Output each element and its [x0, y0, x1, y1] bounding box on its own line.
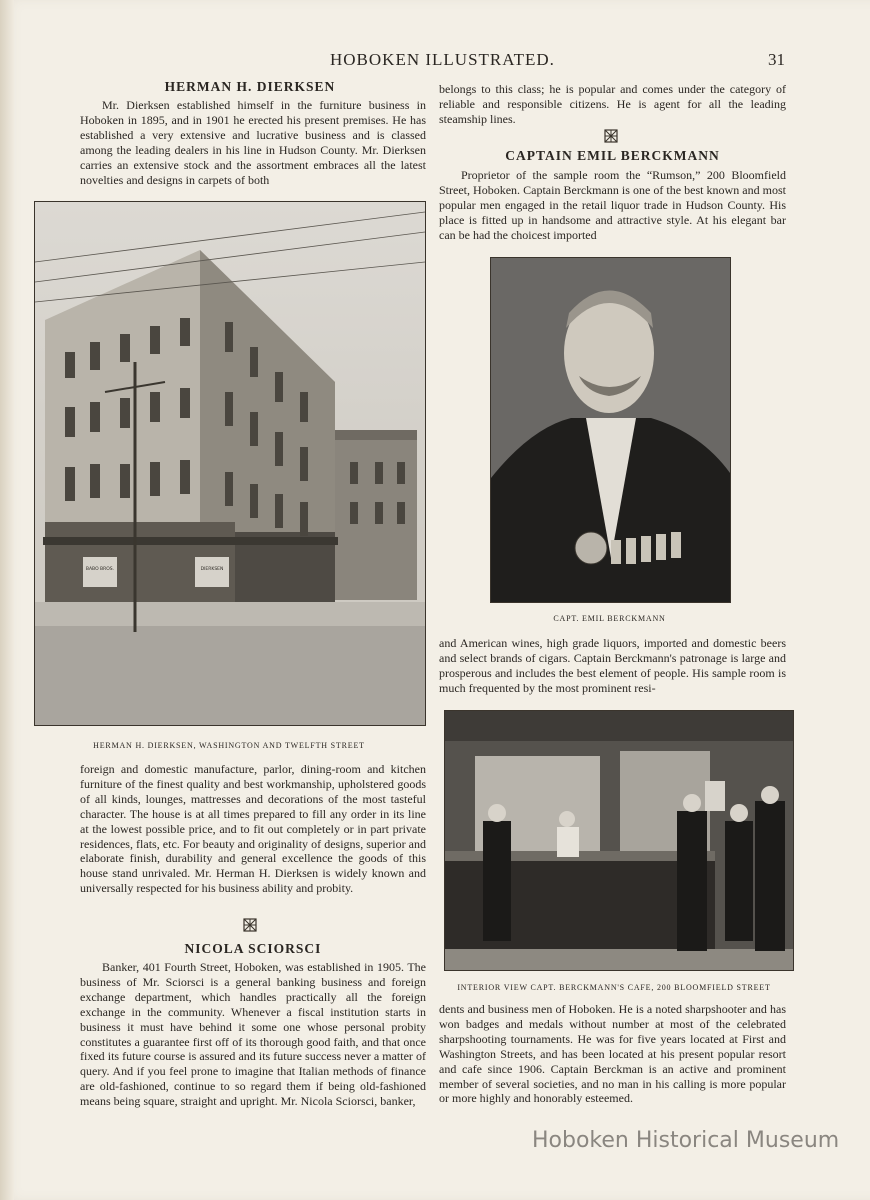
berckmann-portrait: [490, 257, 731, 603]
dierksen-para-1: Mr. Dierksen established himself in the furniture business in Hoboken in 1895, and in 1901 he erected his present premises. He has established a very extensive and lucrative business and is classed among the leading dealers in his line in Hudson County. Mr. Dierksen carries an extensive stock and the assortment embraces all the latest novelties and designs in carpets of both: [80, 98, 426, 187]
museum-watermark: Hoboken Historical Museum: [532, 1128, 840, 1153]
berckmann-end: [439, 1002, 786, 1106]
berckmann-intro: [439, 168, 786, 243]
page-number: 31: [768, 50, 785, 69]
section-ornament-icon: [604, 129, 618, 143]
page-edge: [0, 0, 14, 1200]
publication-title: HOBOKEN ILLUSTRATED.: [330, 50, 555, 69]
dierksen-continued: [80, 762, 426, 896]
cafe-interior-photo: [444, 710, 794, 971]
building-illustration: [35, 202, 425, 725]
sciorsci-body: [80, 960, 426, 1109]
running-header: [0, 50, 870, 72]
sciorsci-continued: belongs to this class; he is popular and comes under the category of reliable and responsible citizens. He is agent for all the leading steamship lines.: [439, 82, 786, 126]
dierksen-para-2: foreign and domestic manufacture, parlor, dining-room and kitchen furniture of the finest quality and best workmanship, upholstered goods of all kinds, lounges, mattresses and decorations of the most tasteful character. The house is at all times prepared to fill any order in its line at the lowest possible price, and to fit out completely or in part private residences, flats, etc. For beauty and originality of designs, superior and elaborate finish, durability and general excellence the goods of this house stand unrivaled. Mr. Herman H. Dierksen is widely known and universally respected for his business ability and probity.: [80, 762, 426, 896]
berckmann-middle: [439, 636, 786, 696]
dierksen-intro: [80, 98, 426, 187]
section-ornament-icon: [243, 918, 257, 932]
sciorsci-heading: NICOLA SCIORSCI: [184, 941, 322, 956]
cafe-interior-illustration: [445, 711, 793, 970]
berckmann-portrait-caption: CAPT. EMIL BERCKMANN: [553, 614, 666, 623]
cafe-interior-caption: INTERIOR VIEW CAPT. BERCKMANN'S CAFE, 200 BLOOMFIELD STREET: [457, 983, 771, 992]
sciorsci-para: Banker, 401 Fourth Street, Hoboken, was established in 1905. The business of Mr. Sciorsci is a general banking business and foreign exchange department, which handles practically all the foreign exchange in the community. Whenever a fiscal institution starts in business it must have behind it some one whose personal probity constitutes a guarantee first off of its thorough good faith, and that once fixed its future course is assured and its future success never a matter of query. And if you feel prone to imagine that Italian methods of finance are old-fashioned, continue to so regard them if being old-fashioned means being square, straight and upright. Mr. Nicola Sciorsci, banker,: [80, 960, 426, 1109]
dierksen-photo-caption: HERMAN H. DIERKSEN, WASHINGTON AND TWELFTH STREET: [93, 741, 365, 750]
portrait-illustration: [491, 258, 730, 602]
berckmann-para-1: Proprietor of the sample room the “Rumson,” 200 Bloomfield Street, Hoboken. Captain Berckmann is one of the best known and most popular men engaged in the retail liquor trade in Hudson County. His place is fitted up in handsome and attractive style. At his elegant bar can be had the choicest imported: [439, 168, 786, 242]
berckmann-heading: CAPTAIN EMIL BERCKMANN: [505, 148, 720, 163]
dierksen-building-photo: [34, 201, 426, 726]
store-sign-right: DIERKSEN: [200, 567, 224, 572]
right-column-top: [439, 82, 786, 127]
store-sign-left: BABO BROS.: [85, 567, 115, 572]
berckmann-para-2: and American wines, high grade liquors, imported and domestic beers and select brands of cigars. Captain Berckmann's patronage is large and prosperous and includes the best element of people. His sample room is much frequented by the most prominent resi-: [439, 636, 786, 695]
dierksen-heading: HERMAN H. DIERKSEN: [164, 79, 336, 94]
berckmann-para-3: dents and business men of Hoboken. He is a noted sharpshooter and has won badges and medals without number at most of the celebrated sharpshooting tournaments. He was for five years located at First and Washington Streets, and has been located at his present popular resort and cafe since 1906. Captain Berckman is an active and prominent member of several societies, and no man in his calling is more popular or more highly and honorably esteemed.: [439, 1002, 786, 1106]
